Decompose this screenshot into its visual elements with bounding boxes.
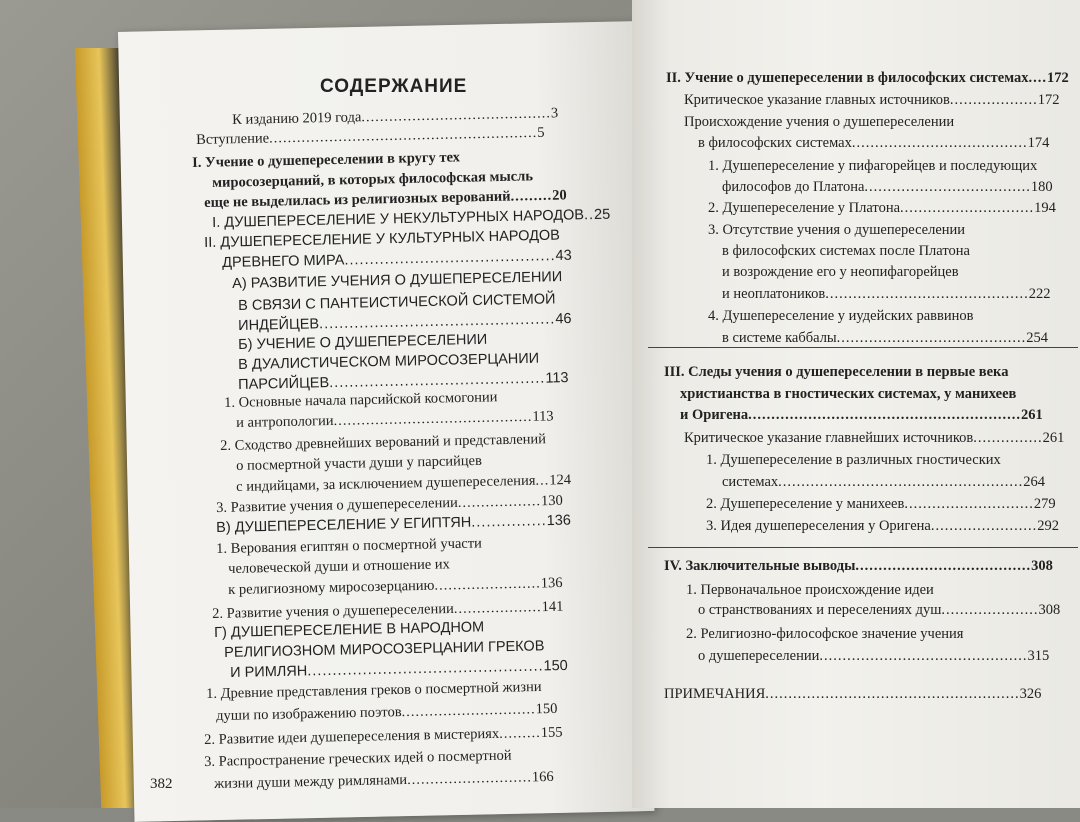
toc-leader-dots: ...............	[973, 430, 1043, 446]
toc-entry-text: еще не выделилась из религиозных верований	[204, 188, 511, 211]
toc-entry-page: 150	[543, 657, 568, 675]
toc-entry-text: души по изображению поэтов	[216, 704, 402, 724]
toc-entry-page: 254	[1026, 330, 1049, 346]
toc-leader-dots: ...............	[471, 513, 547, 531]
toc-leader-dots: ...................	[453, 599, 542, 617]
toc-entry-page: 25	[593, 206, 611, 223]
toc-entry-text: в философских системах	[698, 135, 852, 151]
toc-entry	[686, 580, 934, 601]
toc-entry-text: ПАРСИЙЦЕВ	[238, 375, 330, 393]
toc-entry-text: и неоплатоников	[722, 286, 826, 302]
toc-entry	[708, 198, 1056, 219]
toc-entry	[722, 328, 1048, 349]
toc-entry-page: 261	[1021, 407, 1043, 423]
toc-entry-text: III. Следы учения о душепереселении в первые века	[664, 364, 1009, 380]
toc-entry	[698, 646, 1049, 667]
toc-entry-text: человеческой души и отношение их	[228, 556, 451, 577]
toc-entry-text: о душепереселении	[698, 648, 820, 664]
toc-leader-dots: ............................	[904, 496, 1034, 512]
toc-entry-page: 326	[1019, 686, 1042, 702]
toc-entry-text: и возрождение его у неопифагорейцев	[722, 264, 959, 280]
toc-leader-dots: ..................	[457, 493, 542, 511]
toc-entry-page: 222	[1028, 286, 1051, 302]
toc-entry-text: К изданию 2019 года	[232, 109, 362, 128]
toc-entry-text: 4. Душепереселение у иудейских раввинов	[708, 308, 974, 324]
toc-entry-text: 2. Развитие учения о душепереселении	[212, 600, 454, 622]
toc-entry-page: 315	[1027, 648, 1050, 664]
toc-entry-page: 136	[540, 574, 563, 592]
toc-entry	[706, 516, 1059, 537]
toc-entry-text: 1. Первоначальное происхождение идеи	[686, 582, 934, 598]
toc-entry-text: 3. Идея душепереселения у Оригена	[706, 518, 931, 534]
toc-entry-text: Б) УЧЕНИЕ О ДУШЕПЕРЕСЕЛЕНИИ	[238, 331, 488, 353]
toc-entry-page: 172	[1037, 92, 1060, 108]
toc-leader-dots: ......................................	[851, 135, 1028, 151]
toc-leader-dots: .............................................	[819, 648, 1028, 664]
toc-entry-text: 1. Душепереселение у пифагорейцев и последующих	[708, 158, 1038, 174]
toc-leader-dots: ..	[583, 207, 595, 224]
toc-entry-page: 172	[1047, 70, 1069, 86]
toc-leader-dots: .....................	[941, 602, 1039, 618]
toc-entry	[722, 472, 1045, 493]
toc-leader-dots: ......................................	[855, 558, 1032, 574]
toc-entry-text: 3. Развитие учения о душепереселении	[216, 494, 458, 516]
section-divider	[648, 347, 1078, 348]
toc-leader-dots: ...	[535, 472, 550, 489]
toc-entry	[698, 133, 1049, 154]
toc-entry-text: ПРИМЕЧАНИЯ	[664, 686, 766, 702]
toc-leader-dots: .............................	[401, 701, 536, 721]
toc-entry-text: 1. Основные начала парсийской космогонии	[224, 389, 498, 411]
toc-leader-dots: .........	[510, 187, 553, 205]
toc-entry	[684, 428, 1064, 449]
toc-entry-text: Г) ДУШЕПЕРЕСЕЛЕНИЕ В НАРОДНОМ	[214, 619, 485, 641]
toc-leader-dots: ..........................................	[344, 248, 556, 269]
page-title: СОДЕРЖАНИЕ	[320, 76, 468, 97]
toc-entry-text: в философских системах после Платона	[722, 243, 970, 259]
toc-entry-text: жизни души между римлянами	[214, 771, 408, 792]
toc-entry	[684, 112, 954, 133]
toc-entry-text: 2. Душепереселение у Платона	[708, 200, 901, 216]
toc-entry-page: 166	[531, 768, 554, 786]
toc-entry	[698, 600, 1060, 621]
toc-entry-page: 150	[535, 700, 558, 718]
toc-entry	[680, 405, 1043, 426]
toc-entry-text: христианства в гностических системах, у манихеев	[680, 386, 1017, 402]
toc-entry-text: 2. Душепереселение у манихеев	[706, 496, 905, 512]
toc-entry-text: I. ДУШЕПЕРЕСЕЛЕНИЕ У НЕКУЛЬТУРНЫХ НАРОДОВ	[212, 207, 585, 231]
toc-entry-text: В СВЯЗИ С ПАНТЕИСТИЧЕСКОЙ СИСТЕМОЙ	[238, 291, 556, 314]
toc-entry-text: В) ДУШЕПЕРЕСЕЛЕНИЕ У ЕГИПТЯН	[216, 514, 472, 536]
toc-leader-dots: ...........................	[406, 769, 533, 788]
toc-leader-dots: ...................	[949, 92, 1038, 108]
toc-entry-text: 3. Отсутствие учения о душепереселении	[708, 222, 966, 238]
toc-entry-text: о странствованиях и переселениях душ	[698, 602, 942, 618]
toc-entry	[708, 306, 973, 327]
toc-entry-text: II. Учение о душепереселении в философских системах	[666, 70, 1029, 86]
toc-leader-dots: ...........................................	[333, 408, 533, 429]
toc-entry-page: 174	[1027, 135, 1050, 151]
toc-leader-dots: .......................................................	[765, 686, 1020, 702]
toc-entry	[686, 624, 963, 645]
toc-entry-text: I. Учение о душепереселении в кругу тех	[192, 149, 461, 171]
toc-entry	[666, 68, 1069, 89]
toc-entry-page: 180	[1030, 179, 1053, 195]
toc-entry-page: 130	[540, 492, 563, 510]
toc-entry-text: и антропологии	[236, 412, 334, 431]
toc-entry-text: Вступление	[196, 130, 270, 148]
toc-entry-text: 1. Душепереселение в различных гностических	[706, 452, 1001, 468]
toc-entry-text: И РИМЛЯН	[230, 663, 308, 681]
toc-entry-page: 5	[537, 124, 545, 141]
toc-entry	[722, 177, 1053, 198]
toc-leader-dots: ............................................	[825, 286, 1029, 302]
toc-entry-text: ДРЕВНЕГО МИРА	[222, 252, 345, 271]
toc-entry-page: 279	[1033, 496, 1056, 512]
toc-entry-page: 264	[1023, 474, 1046, 490]
section-divider	[648, 547, 1078, 548]
toc-entry-text: Критическое указание главнейших источников	[684, 430, 974, 446]
toc-entry-text: Критическое указание главных источников	[684, 92, 950, 108]
toc-leader-dots: .......................	[434, 575, 541, 594]
page-number: 382	[150, 776, 173, 792]
toc-entry-text: 1. Верования египтян о посмертной участи	[216, 535, 483, 557]
toc-entry-page: 155	[540, 724, 563, 741]
toc-entry-text: в системе каббалы	[722, 330, 837, 346]
toc-entry-text: Происхождение учения о душепереселении	[684, 114, 955, 130]
toc-entry-page: 113	[545, 370, 569, 387]
toc-leader-dots: ...........................................................	[748, 407, 1021, 423]
toc-entry-page: 3	[550, 105, 559, 122]
toc-leader-dots: ....................................	[864, 179, 1031, 195]
toc-entry	[706, 494, 1056, 515]
toc-entry-page: 308	[1038, 602, 1061, 618]
toc-leader-dots: ...............................................	[318, 311, 556, 333]
toc-leader-dots: ...........................................	[329, 370, 546, 392]
toc-entry-text: IV. Заключительные выводы	[664, 558, 856, 574]
toc-entry-page: 141	[541, 598, 564, 616]
toc-entry	[722, 284, 1050, 305]
toc-entry-page: 261	[1042, 430, 1065, 446]
toc-entry-text: 2. Сходство древнейших верований и представлений	[220, 431, 547, 454]
toc-entry-page: 43	[555, 247, 572, 265]
toc-entry	[664, 684, 1041, 705]
toc-entry-page: 136	[546, 512, 572, 530]
toc-leader-dots: .........................................	[836, 330, 1027, 346]
toc-entry	[722, 262, 959, 283]
toc-entry-text: В ДУАЛИСТИЧЕСКОМ МИРОСОЗЕРЦАНИИ	[238, 350, 540, 373]
toc-entry-text: 3. Распространение греческих идей о посмертной	[204, 747, 512, 770]
toc-entry	[684, 90, 1060, 111]
toc-entry	[664, 556, 1053, 577]
toc-entry-text: ИНДЕЙЦЕВ	[238, 316, 320, 334]
toc-entry-text: к религиозному миросозерцанию	[228, 577, 435, 598]
toc-entry-text: РЕЛИГИОЗНОМ МИРОСОЗЕРЦАНИИ ГРЕКОВ	[224, 638, 545, 661]
toc-leader-dots: .....................................................	[778, 474, 1024, 490]
toc-entry-text: 2. Религиозно-философское значение учения	[686, 626, 964, 642]
toc-entry-page: 292	[1037, 518, 1059, 534]
toc-leader-dots: .......................	[930, 518, 1038, 534]
toc-entry	[708, 156, 1037, 177]
toc-entry-page: 194	[1034, 200, 1056, 216]
toc-entry	[706, 450, 1001, 471]
toc-entry-text: миросозерцаний, в которых философская мысль	[212, 168, 534, 191]
toc-leader-dots: ...............................................	[307, 658, 544, 680]
toc-entry-page: 20	[551, 187, 567, 204]
toc-entry-text: II. ДУШЕПЕРЕСЕЛЕНИЕ У КУЛЬТУРНЫХ НАРОДОВ	[204, 227, 561, 251]
toc-entry-text: о посмертной участи души у парсийцев	[236, 452, 483, 474]
toc-entry-text: и Оригена	[680, 407, 749, 423]
toc-entry-page: 46	[555, 311, 572, 328]
toc-entry-text: 2. Развитие идеи душепереселения в мистериях	[204, 725, 500, 748]
toc-entry-text: 1. Древние представления греков о посмертной жизни	[206, 678, 542, 702]
toc-entry-page: 124	[549, 471, 572, 489]
toc-entry-page: 308	[1031, 558, 1053, 574]
toc-entry-text: с индийцами, за исключением душепереселения	[236, 472, 536, 495]
toc-entry	[664, 362, 1008, 383]
toc-leader-dots: ....	[1028, 70, 1047, 86]
toc-leader-dots: .............................	[900, 200, 1035, 216]
toc-leader-dots: .........................................	[361, 105, 552, 126]
toc-entry-text: философов до Платона	[722, 179, 865, 195]
toc-entry	[708, 220, 965, 241]
toc-entry-text: системах	[722, 474, 779, 490]
toc-entry	[680, 384, 1016, 405]
toc-leader-dots: ..........................................................	[268, 124, 538, 147]
toc-entry-page: 113	[532, 408, 554, 425]
toc-entry-text: А) РАЗВИТИЕ УЧЕНИЯ О ДУШЕПЕРЕСЕЛЕНИИ	[232, 269, 563, 292]
toc-entry	[722, 241, 970, 262]
toc-leader-dots: .........	[498, 724, 541, 742]
